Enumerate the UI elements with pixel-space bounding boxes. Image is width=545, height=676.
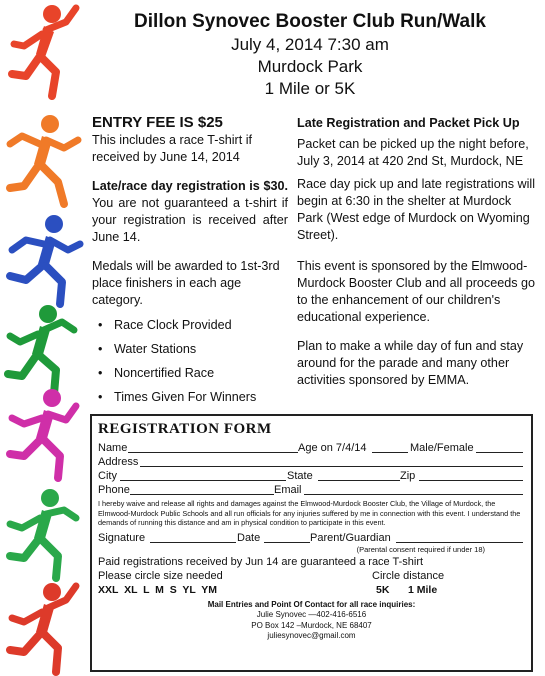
race-day-text: Race day pick up and late registrations will begin at 6:30 in the shelter at Murdock Park (West edge of Murdock on Wyoming Street). — [297, 177, 536, 242]
plan-text: Plan to make a while day of fun and stay around for the parade and many other activities sponsored by EMMA. — [297, 339, 524, 387]
medals-text: Medals will be awarded to 1st-3rd place finishers in each age category. — [92, 259, 280, 307]
email-label: Email — [274, 484, 302, 496]
size-options[interactable]: XXL XL L M S YL YM — [98, 583, 218, 596]
running-figure-icon — [4, 210, 84, 310]
contact-address: PO Box 142 –Murdock, NE 68407 — [251, 620, 372, 630]
state-label: State — [287, 470, 313, 482]
size-prompt: Please circle size needed — [98, 569, 223, 582]
phone-row — [98, 483, 525, 497]
flyer-header — [90, 10, 530, 100]
contact-title: Mail Entries and Point Of Contact for all race inquiries: — [207, 599, 416, 609]
late-registration-title: Late Registration and Packet Pick Up — [297, 116, 520, 130]
consent-note: (Parental consent required if under 18) — [356, 544, 485, 554]
list-item: • Noncertified Race — [92, 365, 288, 382]
phone-field[interactable] — [130, 494, 274, 495]
city-row — [98, 469, 525, 483]
email-field[interactable] — [304, 494, 523, 495]
date-field[interactable] — [264, 542, 310, 543]
right-column — [297, 114, 537, 389]
contact-email: juliesynovec@gmail.com — [267, 631, 356, 641]
state-field[interactable] — [318, 480, 400, 481]
name-field[interactable] — [128, 452, 298, 453]
running-figure-icon — [4, 384, 84, 484]
form-title: REGISTRATION FORM — [98, 421, 272, 437]
late-fee-bold: Late/race day registration is $30. — [92, 179, 288, 193]
running-figure-icon — [4, 484, 84, 584]
date-label: Date — [237, 531, 261, 544]
contact-block — [98, 600, 525, 642]
tshirt-note: Paid registrations received by Jun 14 are guaranteed a race T-shirt — [98, 555, 424, 568]
guardian-field[interactable] — [396, 542, 523, 543]
left-column — [92, 114, 288, 413]
zip-label: Zip — [400, 470, 416, 482]
city-field[interactable] — [120, 480, 286, 481]
list-item: • Times Given For Winners — [92, 389, 288, 406]
age-label: Age on 7/4/14 — [298, 442, 367, 454]
event-date-time: July 4, 2014 7:30 am — [231, 35, 389, 54]
options-row — [98, 583, 525, 597]
contact-name: Julie Synovec —402-416-6516 — [256, 610, 367, 620]
event-title: Dillon Synovec Booster Club Run/Walk — [134, 11, 486, 32]
distance-option-1mile[interactable]: 1 Mile — [408, 583, 438, 596]
late-fee-text: You are not guaranteed a t-shirt if your registration is received after June 14. — [92, 196, 288, 244]
running-figure-icon — [4, 578, 84, 676]
sponsor-text: This event is sponsored by the Elmwood-Murdock Booster Club and all proceeds go to the enhancement of our children's educational experience. — [297, 259, 536, 324]
name-label: Name — [98, 442, 128, 454]
signature-row — [98, 531, 525, 545]
signature-label: Signature — [98, 531, 146, 544]
name-row — [98, 441, 525, 455]
address-row — [98, 455, 525, 469]
gender-field[interactable] — [476, 452, 523, 453]
zip-field[interactable] — [419, 480, 523, 481]
event-distances: 1 Mile or 5K — [264, 79, 356, 98]
entry-fee-text: This includes a race T-shirt if received by June 14, 2014 — [92, 133, 253, 164]
packet-pickup-text: Packet can be picked up the night before, July 3, 2014 at 420 2nd St, Murdock, NE — [297, 137, 529, 168]
prompt-row — [98, 569, 525, 583]
gender-label: Male/Female — [410, 442, 474, 454]
late-fee-paragraph — [92, 178, 288, 246]
signature-field[interactable] — [150, 542, 236, 543]
address-field[interactable] — [140, 466, 523, 467]
list-item: • Water Stations — [92, 341, 288, 358]
city-label: City — [98, 470, 117, 482]
phone-label: Phone — [98, 484, 130, 496]
entry-fee-title: ENTRY FEE IS $25 — [92, 114, 223, 131]
distance-option-5k[interactable]: 5K — [376, 583, 390, 596]
running-figure-icon — [4, 2, 84, 102]
distance-prompt: Circle distance — [372, 569, 445, 582]
address-label: Address — [98, 456, 139, 468]
running-figure-icon — [4, 110, 84, 210]
waiver-text: I hereby waive and release all rights and damages against the Elmwood-Murdock Booster Club, the Village of Murdock, the Elmwood-Murdock Public Schools and all run officials for any injuries suffered by me in connection with this event. I understand the demands of running this distance and am in physical condition to participate in this event. — [98, 499, 521, 528]
event-location: Murdock Park — [257, 57, 363, 76]
guardian-label: Parent/Guardian — [310, 531, 391, 544]
registration-form — [90, 414, 533, 672]
list-item: • Race Clock Provided — [92, 317, 288, 334]
feature-list — [92, 317, 288, 406]
age-field[interactable] — [372, 452, 408, 453]
